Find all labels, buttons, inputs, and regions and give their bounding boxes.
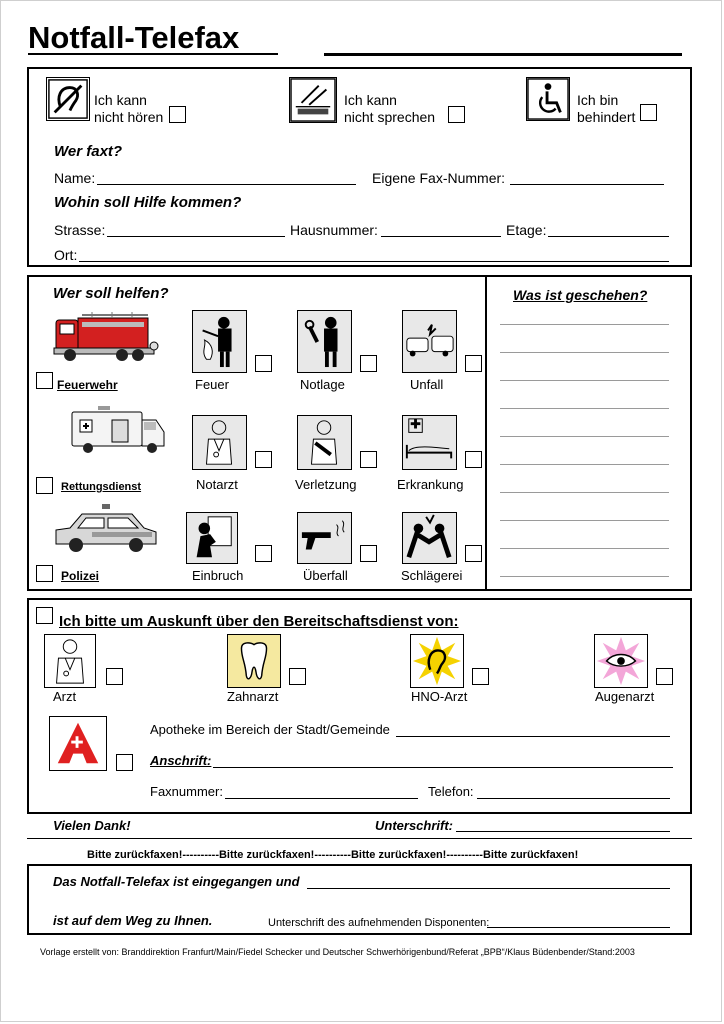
footer-divider — [27, 838, 692, 839]
emergency-doctor-checkbox[interactable] — [255, 451, 272, 468]
accident-label: Unfall — [410, 377, 444, 392]
emergency-doctor-label: Notarzt — [196, 477, 238, 492]
illness-label: Erkrankung — [397, 477, 464, 492]
name-field[interactable] — [97, 184, 356, 185]
emergency-doctor-icon — [192, 415, 247, 470]
police-label: Polizei — [61, 569, 100, 583]
injury-label: Verletzung — [295, 477, 357, 492]
car-accident-icon — [402, 310, 457, 373]
hospital-bed-icon — [402, 415, 457, 470]
received-text: Das Notfall-Telefax ist eingegangen und — [53, 874, 300, 889]
robbery-label: Überfall — [303, 568, 348, 583]
house-number-label: Hausnummer: — [290, 222, 378, 238]
own-fax-label: Eigene Fax-Nummer: — [372, 170, 506, 186]
injury-icon — [297, 415, 352, 470]
phone-field[interactable] — [477, 798, 670, 799]
who-helps-heading: Wer soll helfen? — [53, 285, 169, 302]
pharmacy-label: Apotheke im Bereich der Stadt/Gemeinde — [150, 722, 390, 737]
police-car-icon — [52, 502, 160, 554]
burglary-label: Einbruch — [192, 568, 244, 583]
thanks-text: Vielen Dank! — [53, 818, 131, 833]
doctor-icon — [44, 634, 96, 688]
disabled-checkbox[interactable] — [640, 104, 657, 121]
phone-label: Telefon: — [428, 784, 474, 799]
ent-doctor-label: HNO-Arzt — [411, 689, 468, 704]
emergency-situation-icon — [297, 310, 352, 373]
cannot-speak-icon — [289, 77, 337, 123]
burglary-checkbox[interactable] — [255, 545, 272, 562]
dentist-label: Zahnarzt — [227, 689, 279, 704]
note-line-5[interactable] — [500, 436, 669, 437]
sender-section — [27, 67, 692, 267]
fax-field[interactable] — [225, 798, 418, 799]
emergency-situation-checkbox[interactable] — [360, 355, 377, 372]
robbery-gun-icon — [297, 512, 352, 564]
on-call-request-checkbox[interactable] — [36, 607, 53, 624]
cannot-speak-checkbox[interactable] — [448, 106, 465, 123]
city-label: Ort: — [54, 247, 78, 263]
where-help-heading: Wohin soll Hilfe kommen? — [54, 194, 242, 211]
title-fill-line — [324, 53, 682, 56]
ear-icon — [410, 634, 464, 688]
signature-label: Unterschrift: — [375, 818, 454, 833]
on-call-request-label: Ich bitte um Auskunft über den Bereitschaftsdienst von: — [59, 613, 459, 630]
tooth-icon — [227, 634, 281, 688]
ent-doctor-checkbox[interactable] — [472, 668, 489, 685]
dispatcher-signature-label: Unterschrift des aufnehmenden Disponenten: — [268, 917, 490, 929]
note-line-6[interactable] — [500, 464, 669, 465]
note-line-9[interactable] — [500, 548, 669, 549]
cannot-speak-label-1: Ich kann — [344, 92, 397, 108]
fire-icon — [192, 310, 247, 373]
city-field[interactable] — [79, 261, 669, 262]
own-fax-field[interactable] — [510, 184, 664, 185]
eye-icon — [594, 634, 648, 688]
floor-label: Etage: — [506, 222, 547, 238]
doctor-label: Arzt — [53, 689, 77, 704]
fire-label: Feuer — [195, 377, 229, 392]
illness-checkbox[interactable] — [465, 451, 482, 468]
street-field[interactable] — [107, 236, 285, 237]
title-underline — [28, 53, 278, 55]
street-label: Strasse: — [54, 222, 106, 238]
who-faxes-heading: Wer faxt? — [54, 143, 123, 160]
fire-truck-icon — [52, 308, 160, 364]
dispatcher-signature-field[interactable] — [487, 927, 670, 928]
note-line-10[interactable] — [500, 576, 669, 577]
pharmacy-icon — [49, 716, 107, 771]
address-label: Anschrift: — [150, 753, 212, 768]
note-line-8[interactable] — [500, 520, 669, 521]
brawl-checkbox[interactable] — [465, 545, 482, 562]
return-fax-banner: Bitte zurückfaxen!----------Bitte zurückfaxen!----------Bitte zurückfaxen!----------Bitte zurückfaxen! — [87, 849, 579, 861]
note-line-1[interactable] — [500, 324, 669, 325]
note-line-3[interactable] — [500, 380, 669, 381]
disabled-label-1: Ich bin — [577, 92, 619, 108]
disabled-label-2: behindert — [577, 109, 636, 125]
cannot-speak-label-2: nicht sprechen — [344, 109, 436, 125]
signature-field[interactable] — [456, 831, 670, 832]
brawl-icon — [402, 512, 457, 564]
on-call-section — [27, 598, 692, 814]
on-the-way-text: ist auf dem Weg zu Ihnen. — [53, 913, 213, 928]
pharmacy-checkbox[interactable] — [116, 754, 133, 771]
dentist-checkbox[interactable] — [289, 668, 306, 685]
note-line-7[interactable] — [500, 492, 669, 493]
ambulance-service-checkbox[interactable] — [36, 477, 53, 494]
cannot-hear-label-2: nicht hören — [94, 109, 164, 125]
note-line-4[interactable] — [500, 408, 669, 409]
fax-label: Faxnummer: — [150, 784, 223, 799]
ambulance-icon — [68, 406, 166, 456]
received-field[interactable] — [307, 888, 670, 889]
brawl-label: Schlägerei — [401, 568, 463, 583]
note-line-2[interactable] — [500, 352, 669, 353]
robbery-checkbox[interactable] — [360, 545, 377, 562]
cannot-hear-checkbox[interactable] — [169, 106, 186, 123]
what-happened-heading: Was ist geschehen? — [513, 287, 648, 303]
accident-checkbox[interactable] — [465, 355, 482, 372]
fire-department-checkbox[interactable] — [36, 372, 53, 389]
doctor-checkbox[interactable] — [106, 668, 123, 685]
injury-checkbox[interactable] — [360, 451, 377, 468]
house-number-field[interactable] — [381, 236, 501, 237]
name-label: Name: — [54, 170, 96, 186]
wheelchair-icon — [526, 77, 570, 121]
page-title: Notfall-Telefax — [28, 20, 240, 55]
cannot-hear-label-1: Ich kann — [94, 92, 147, 108]
ambulance-service-label: Rettungsdienst — [61, 481, 142, 493]
floor-field[interactable] — [548, 236, 669, 237]
fire-checkbox[interactable] — [255, 355, 272, 372]
pharmacy-city-field[interactable] — [396, 736, 670, 737]
credits-text: Vorlage erstellt von: Branddirektion Franfurt/Main/Fiedel Schecker und Deutscher Schwerhörigenbund/Referat „BPB“/Klaus Büdenbender/Stand:2003 — [40, 947, 635, 957]
police-checkbox[interactable] — [36, 565, 53, 582]
section-divider — [485, 275, 487, 591]
ophthalmologist-label: Augenarzt — [595, 689, 655, 704]
ophthalmologist-checkbox[interactable] — [656, 668, 673, 685]
address-field[interactable] — [213, 767, 673, 768]
burglary-icon — [186, 512, 238, 564]
emergency-situation-label: Notlage — [300, 377, 345, 392]
fire-department-label: Feuerwehr — [57, 378, 118, 392]
deaf-ear-icon — [46, 77, 90, 121]
